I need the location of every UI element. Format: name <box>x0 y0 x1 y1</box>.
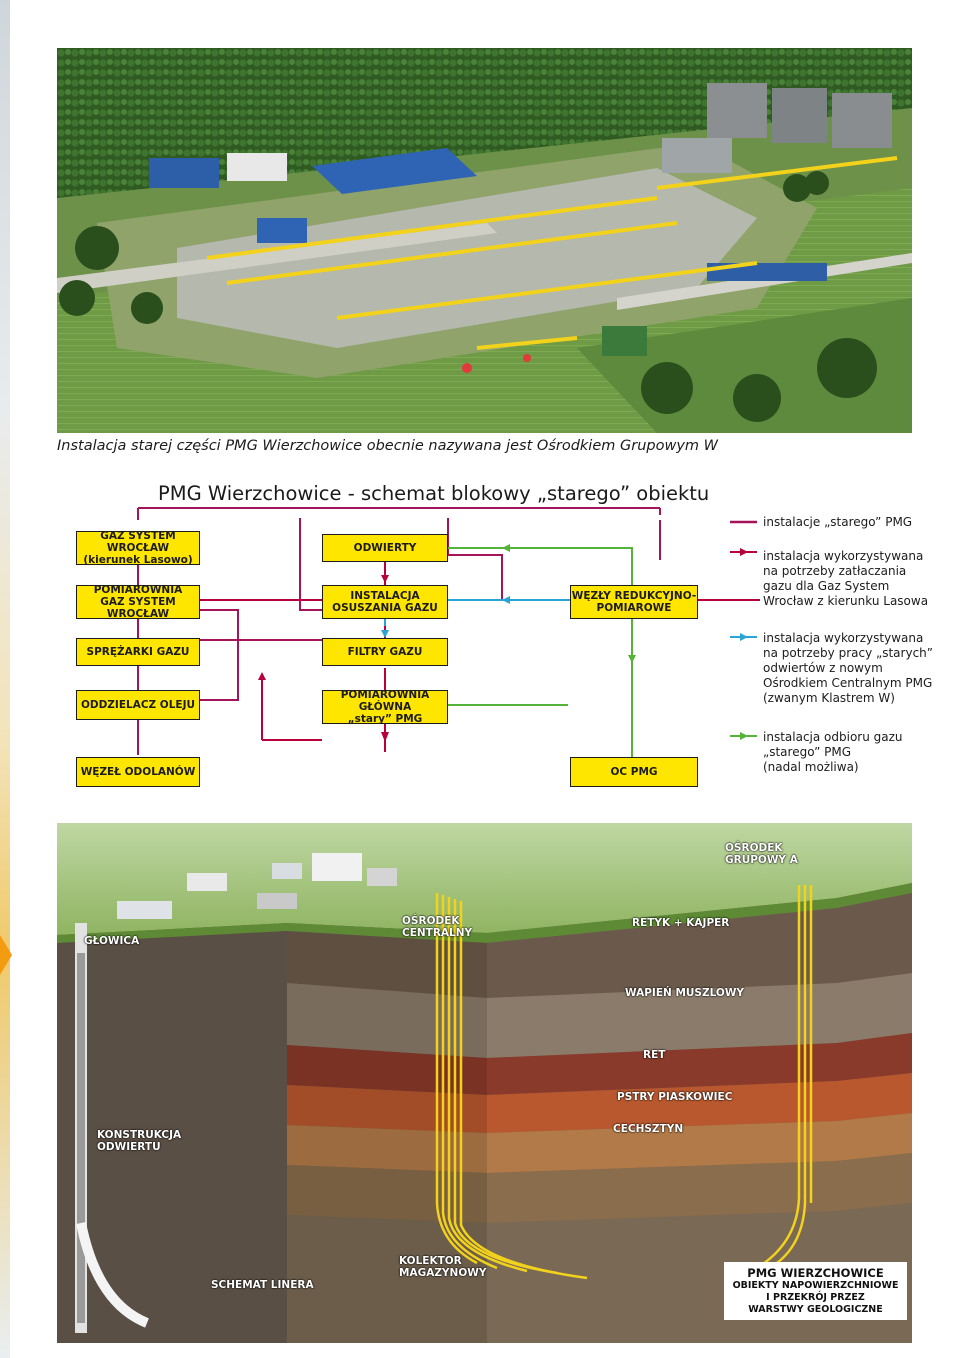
aerial-photo <box>57 48 912 433</box>
box-osuszanie: INSTALACJA OSUSZANIA GAZU <box>322 585 448 619</box>
legend-card-subtitle: OBIEKTY NAPOWIERZCHNIOWE I PRZEKRÓJ PRZEZ WARSTWY GEOLOGICZNE <box>732 1280 899 1315</box>
box-pomiarownia-glowna: POMIAROWNIA GŁÓWNA „stary” PMG <box>322 690 448 724</box>
arrow-icon <box>381 630 389 638</box>
page-edge-marker <box>0 935 12 975</box>
label-osrodek-grupowy: OŚRODEK GRUPOWY A <box>725 842 798 866</box>
photo-caption: Instalacja starej części PMG Wierzchowice obecnie nazywana jest Ośrodkiem Grupowym W <box>57 438 718 454</box>
legend-text-odbior: instalacja odbioru gazu „starego” PMG (nadal możliwa) <box>763 730 903 774</box>
box-oddzielacz: ODDZIELACZ OLEJU <box>76 690 200 720</box>
box-gaz-system: GAZ SYSTEM WROCŁAW (kierunek Lasowo) <box>76 531 200 565</box>
label-pstry: PSTRY PIASKOWIEC <box>617 1091 733 1103</box>
label-konstrukcja: KONSTRUKCJA ODWIERTU <box>97 1129 182 1153</box>
legend-text-zatlaczanie: instalacja wykorzystywana na potrzeby zatłaczania gazu dla Gaz System Wrocław z kierunku Lasowa <box>763 549 929 608</box>
page-edge-strip <box>0 0 10 1358</box>
arrow-icon <box>502 596 510 604</box>
box-pomiarownia-gaz-system: POMIAROWNIA GAZ SYSTEM WROCŁAW <box>76 585 200 619</box>
label-glowica: GŁOWICA <box>84 935 140 947</box>
legend-card-title: PMG WIERZCHOWICE <box>747 1266 884 1280</box>
arrow-icon <box>381 732 389 742</box>
legend-text-odwierty: instalacja wykorzystywana na potrzeby pracy „starych” odwiertów z nowym Ośrodkiem Centralnym PMG (zwanym Klastrem W) <box>763 631 933 705</box>
label-ret: RET <box>643 1049 666 1061</box>
label-retyk: RETYK + KAJPER <box>632 917 730 929</box>
box-filtry: FILTRY GAZU <box>322 638 448 666</box>
label-kolektor: KOLEKTOR MAGAZYNOWY <box>399 1255 487 1279</box>
box-oc-pmg: OC PMG <box>570 757 698 787</box>
box-sprezarki: SPRĘŻARKI GAZU <box>76 638 200 666</box>
geology-cross-section <box>57 823 912 1343</box>
arrow-icon <box>502 544 510 552</box>
label-osrodek-centralny: OŚRODEK CENTRALNY <box>402 915 473 939</box>
box-wezly: WĘZŁY REDUKCYJNO- POMIAROWE <box>570 585 698 619</box>
box-odwierty: ODWIERTY <box>322 534 448 562</box>
legend-text-stary: instalacje „starego” PMG <box>763 515 913 529</box>
label-wapien: WAPIEŃ MUSZLOWY <box>625 987 745 999</box>
cross-section-legend-card <box>724 1262 907 1320</box>
schema-title: PMG Wierzchowice - schemat blokowy „starego” obiektu <box>158 482 710 505</box>
box-wezel-odolanow: WĘZEŁ ODOLANÓW <box>76 757 200 787</box>
arrow-icon <box>628 655 636 663</box>
arrow-icon <box>258 672 266 680</box>
label-cechsztyn: CECHSZTYN <box>613 1123 684 1135</box>
arrow-icon <box>381 575 389 583</box>
label-schemat-linera: SCHEMAT LINERA <box>211 1279 314 1291</box>
